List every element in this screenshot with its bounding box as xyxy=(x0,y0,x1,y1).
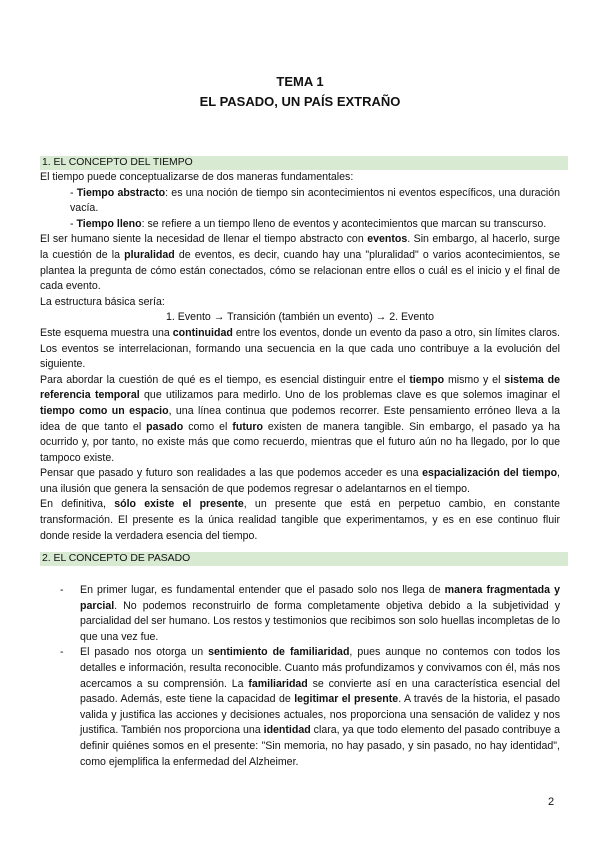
past-list xyxy=(60,583,560,770)
list-item: - En primer lugar, es fundamental entender que el pasado solo nos llega de manera fragmentada y parcial. No podemos reconstruirlo de forma completamente objetiva debido a la subjetividad y parcialidad del ser humano. Los restos y testimonios que recibimos son solo huellas incompletas de lo que una vez fue. xyxy=(60,584,561,643)
paragraph: Este esquema muestra una continuidad entre los eventos, donde un evento da paso a otro, sin límites claros. Los eventos se interrelacionan, formando una secuencia en la que cada uno contribuye a la evolución del siguiente. xyxy=(40,326,560,371)
paragraph: El tiempo puede conceptualizarse de dos maneras fundamentales: xyxy=(40,171,354,183)
dash-bullet: - xyxy=(60,584,64,596)
term: Tiempo lleno xyxy=(76,217,142,230)
structure-line: 1. Evento → Transición (también un evento) → 2. Evento xyxy=(166,311,434,324)
dash-bullet: - xyxy=(60,646,64,659)
section-heading-time: 1. EL CONCEPTO DEL TIEMPO xyxy=(40,156,568,170)
page-number: 2 xyxy=(548,796,555,808)
paragraph: El ser humano siente la necesidad de llenar el tiempo abstracto con eventos. Sin embargo, al hacerlo, surge la cuestión de la pluralidad de eventos, es decir, cuando hay una "pluralidad" o varios acontecimientos, se plantea la pregunta de cómo están conectados, cómo se relacionan entre ellos o cuál es el inicio y el final de cada evento. xyxy=(40,233,560,293)
term: Tiempo abstracto xyxy=(76,186,166,199)
section-heading-past: 2. EL CONCEPTO DE PASADO xyxy=(40,552,568,566)
list-item: - El pasado nos otorga un sentimiento de familiaridad, pues aunque no contemos con todos los detalles e información, resulta reconocible. Cuanto más profundizamos y convivamos con él, más nos acercamos a su comprensión. La familiaridad se convierte así en una característica esencial del pasado. Además, este tiene la capacidad de legitimar el presente. A través de la historia, el pasado valida y justifica las acciones y decisiones actuales, nos proporciona una sensación de validez y nos justifica. También nos proporciona una identidad clara, ya que todo elemento del pasado contribuye a definir quiénes somos en el presente: "Sin memoria, no hay pasado, y sin pasado, no hay identidad", como ejemplifica la enfermedad del Alzheimer. xyxy=(60,646,561,768)
document-title: TEMA 1 xyxy=(276,74,324,89)
paragraph: - Tiempo lleno: se refiere a un tiempo lleno de eventos y acontecimientos que marcan su transcurso. xyxy=(70,217,547,230)
paragraph: Pensar que pasado y futuro son realidades a las que podemos acceder es una espacialización del tiempo, una ilusión que genera la sensación de que podemos regresar o adelantarnos en el tiempo. xyxy=(40,467,560,495)
section-body-time xyxy=(40,170,560,544)
paragraph: En definitiva, sólo existe el presente, un presente que está en perpetuo cambio, en constante transformación. El presente es la única realidad tangible que experimentamos, y es en ese continuo fluir donde reside la verdadera esencia del tiempo. xyxy=(40,498,560,542)
paragraph: La estructura básica sería: xyxy=(40,295,165,308)
paragraph: - Tiempo abstracto: es una noción de tiempo sin acontecimientos ni eventos específicos, una duración vacía. xyxy=(70,186,560,215)
text: : se refiere a un tiempo lleno de eventos y acontecimientos que marcan su transcurso. xyxy=(141,217,547,230)
paragraph: Para abordar la cuestión de qué es el tiempo, es esencial distinguir entre el tiempo mismo y el sistema de referencia temporal que utilizamos para medirlo. Uno de los problemas clave es que solemos imaginar el tiempo como un espacio, una línea continua que podemos recorrer. Este pensamiento erróneo lleva a la idea de que tanto el pasado como el futuro existen de manera tangible. Sin embargo, el pasado ya ha ocurrido y, por tanto, no existe más que como recuerdo, mientras que el futuro aún no ha llegado, por lo que tampoco existe. xyxy=(40,373,561,464)
text: : es una noción de tiempo sin acontecimientos ni eventos específicos, una duración vacía. xyxy=(70,186,560,215)
document-subtitle: EL PASADO, UN PAÍS EXTRAÑO xyxy=(199,94,401,109)
